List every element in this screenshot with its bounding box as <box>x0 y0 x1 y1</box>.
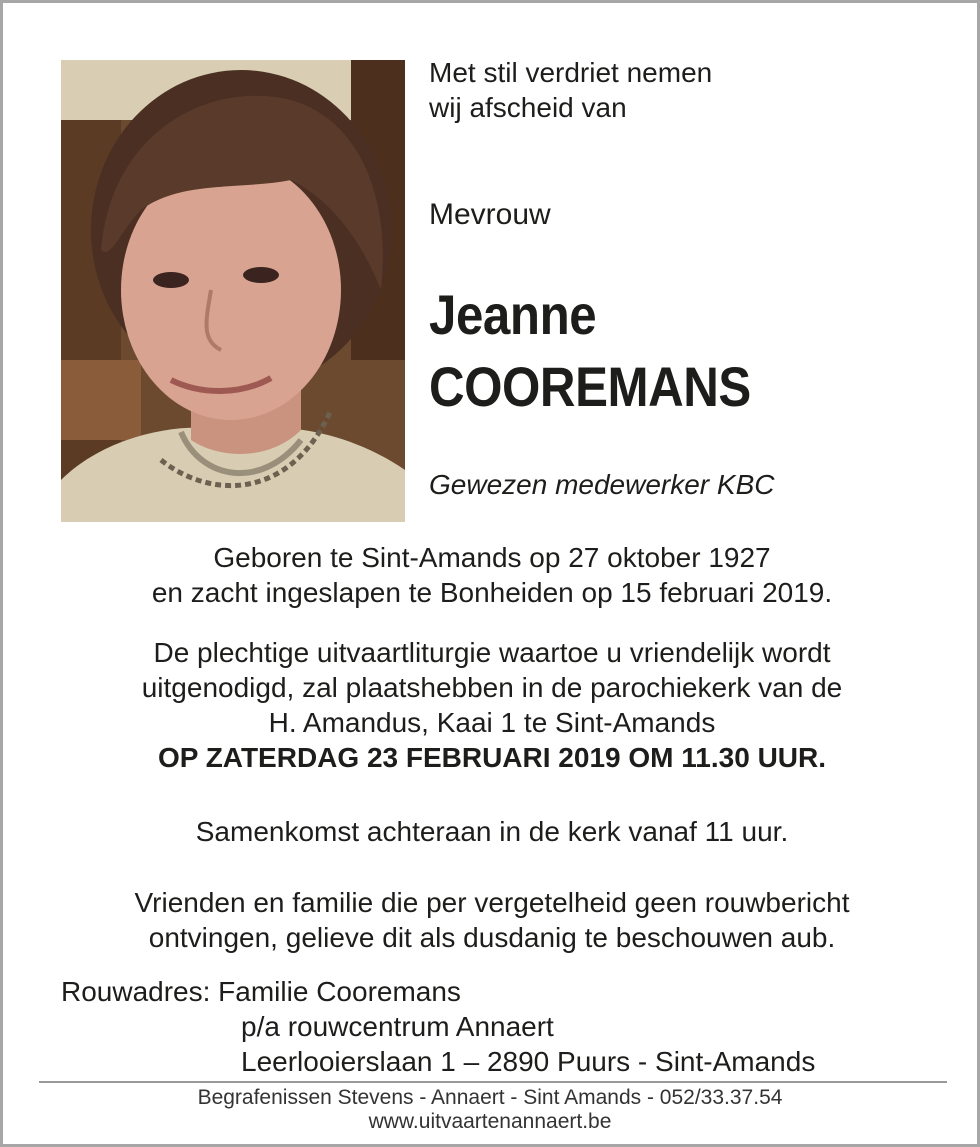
address-line: Leerlooierslaan 1 – 2890 Puurs - Sint-Amands <box>241 1046 816 1077</box>
text-line: Samenkomst achteraan in de kerk vanaf 11 uur. <box>195 816 789 847</box>
friends-notice <box>33 885 951 955</box>
intro-line: wij afscheid van <box>429 92 627 123</box>
address-line: p/a rouwcentrum Annaert <box>241 1011 554 1042</box>
intro-text <box>429 55 949 125</box>
portrait-photo <box>61 60 405 522</box>
intro-line: Met stil verdriet nemen <box>429 57 713 88</box>
text-line: Geboren te Sint-Amands op 27 oktober 1927 <box>213 542 771 573</box>
text-line: ontvingen, gelieve dit als dusdanig te beschouwen aub. <box>148 922 836 953</box>
service-text <box>33 635 951 775</box>
text-line: en zacht ingeslapen te Bonheiden op 15 februari 2019. <box>151 577 833 608</box>
text-line: uitgenodigd, zal plaatshebben in de parochiekerk van de <box>141 672 843 703</box>
honorific: Mevrouw <box>429 198 551 231</box>
funeral-home-info: Begrafenissen Stevens - Annaert - Sint Amands - 052/33.37.54 <box>197 1086 783 1109</box>
address-line: Rouwadres: Familie Cooremans <box>61 976 461 1007</box>
text-line: De plechtige uitvaartliturgie waartoe u vriendelijk wordt <box>153 637 831 668</box>
service-datetime: OP ZATERDAG 23 FEBRUARI 2019 OM 11.30 UUR. <box>157 742 827 773</box>
birth-death-text <box>33 540 951 610</box>
text-line: H. Amandus, Kaai 1 te Sint-Amands <box>268 707 716 738</box>
text-line: Vrienden en familie die per vergetelheid geen rouwbericht <box>134 887 850 918</box>
footer-divider <box>39 1081 947 1083</box>
first-name: Jeanne <box>429 283 597 346</box>
gathering-text <box>33 814 951 849</box>
occupation: Gewezen medewerker KBC <box>429 469 775 500</box>
mourning-address <box>61 974 815 1079</box>
funeral-home-website: www.uitvaartenannaert.be <box>368 1110 612 1133</box>
last-name: COOREMANS <box>429 355 751 418</box>
